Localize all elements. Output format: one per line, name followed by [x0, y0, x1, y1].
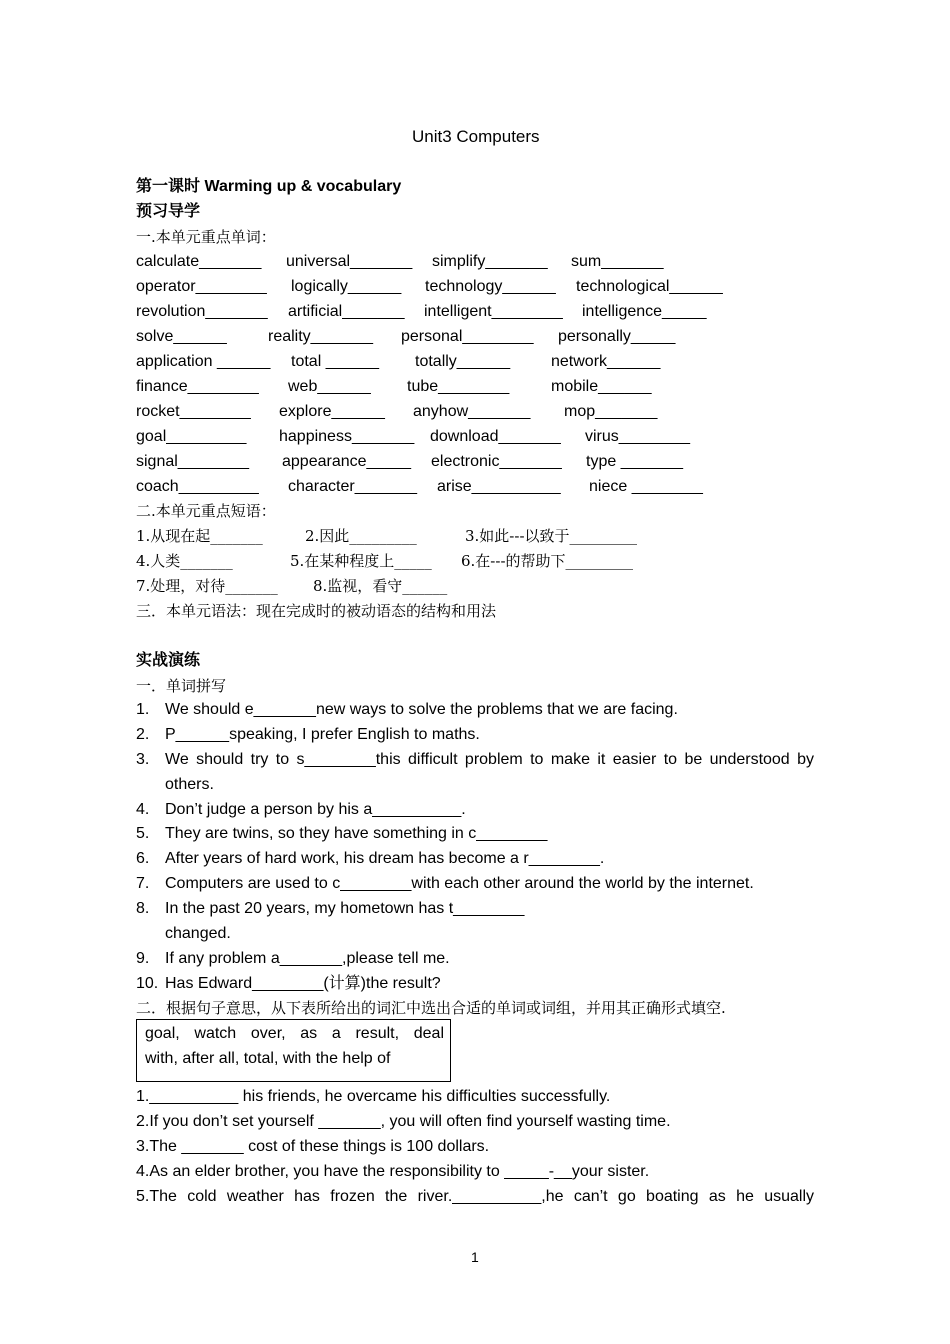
fill-item: 5.The cold weather has frozen the river.__________,he can’t go boating as he usually	[136, 1188, 814, 1205]
spelling-item-text: They are twins, so they have something in c________	[165, 825, 548, 842]
vocab-word: mop_______	[564, 403, 658, 420]
vocab-word: anyhow_______	[413, 403, 531, 420]
vocab-word: intelligent________	[424, 303, 563, 320]
vocab-word: total ______	[291, 353, 380, 370]
practice-heading: 实战演练	[136, 652, 201, 669]
vocab-word: simplify_______	[432, 253, 548, 270]
phrase-item: 5.在某种程度上_____	[290, 552, 432, 570]
vocab-word: application ______	[136, 353, 271, 370]
lesson-heading: 第一课时 Warming up & vocabulary	[136, 178, 402, 195]
fill-item: 4.As an elder brother, you have the responsibility to _____-__your sister.	[136, 1163, 650, 1180]
spelling-item-text: After years of hard work, his dream has become a r________.	[165, 850, 605, 867]
phrase-heading: 二.本单元重点短语：	[136, 502, 276, 520]
vocab-word: appearance_____	[282, 453, 412, 470]
vocab-word: personal________	[401, 328, 534, 345]
item-number: 7.	[136, 875, 150, 892]
spelling-item-continuation: changed.	[165, 925, 231, 942]
phrase-item: 4.人类_______	[136, 552, 233, 570]
vocab-word: calculate_______	[136, 253, 262, 270]
spelling-item-text: We should try to s________this difficult problem to make it easier to be understood by	[165, 751, 814, 768]
page-title: Unit3 Computers	[412, 127, 540, 146]
item-number: 8.	[136, 900, 150, 917]
item-number: 5.	[136, 825, 150, 842]
item-number: 9.	[136, 950, 150, 967]
page-number: 1	[471, 1249, 479, 1265]
spelling-item-text: Computers are used to c________with each other around the world by the internet.	[165, 875, 754, 892]
spelling-item-continuation: others.	[165, 776, 214, 793]
item-number: 2.	[136, 726, 150, 743]
fill-item: 3.The _______ cost of these things is 100 dollars.	[136, 1138, 490, 1155]
word-box	[136, 1019, 451, 1082]
vocab-word: web______	[288, 378, 371, 395]
phrase-item: 7.处理，对待_______	[136, 577, 278, 595]
vocab-word: technology______	[425, 278, 556, 295]
spelling-item-text: Has Edward________(计算)the result?	[165, 975, 441, 992]
phrase-item: 2.因此_________	[305, 527, 417, 545]
word-box-line: with, after all, total, with the help of	[145, 1050, 391, 1067]
vocab-word: universal_______	[286, 253, 413, 270]
preview-heading: 预习导学	[136, 203, 201, 220]
phrase-item: 3.如此---以致于_________	[465, 527, 638, 545]
vocab-word: intelligence_____	[582, 303, 707, 320]
vocab-word: operator________	[136, 278, 267, 295]
fill-item: 2.If you don’t set yourself _______, you will often find yourself wasting time.	[136, 1113, 671, 1130]
vocab-heading: 一.本单元重点单词：	[136, 228, 276, 246]
vocab-word: artificial_______	[288, 303, 405, 320]
vocab-word: goal_________	[136, 428, 247, 445]
vocab-word: finance________	[136, 378, 259, 395]
spelling-item-text: We should e_______new ways to solve the problems that we are facing.	[165, 701, 678, 718]
vocab-word: coach_________	[136, 478, 259, 495]
item-number: 10.	[136, 975, 159, 992]
spelling-item-text: P______speaking, I prefer English to maths.	[165, 726, 480, 743]
vocab-word: happiness_______	[279, 428, 415, 445]
vocab-word: reality_______	[268, 328, 373, 345]
vocab-word: logically______	[291, 278, 402, 295]
grammar-line: 三．本单元语法：现在完成时的被动语态的结构和用法	[136, 602, 497, 620]
phrase-item: 8.监视，看守______	[313, 577, 448, 595]
vocab-word: virus________	[585, 428, 690, 445]
vocab-word: tube________	[407, 378, 510, 395]
word-box-line: goal, watch over, as a result, deal	[145, 1025, 444, 1042]
vocab-word: type _______	[586, 453, 683, 470]
vocab-word: arise__________	[437, 478, 561, 495]
vocab-word: electronic_______	[431, 453, 562, 470]
spelling-heading: 一．单词拼写	[136, 677, 227, 695]
phrase-item: 1.从现在起_______	[136, 527, 263, 545]
vocab-word: sum_______	[571, 253, 664, 270]
fill-item: 1.__________ his friends, he overcame his difficulties successfully.	[136, 1088, 611, 1105]
vocab-word: niece ________	[589, 478, 703, 495]
vocab-word: technological______	[576, 278, 723, 295]
vocab-word: totally______	[415, 353, 511, 370]
vocab-word: mobile______	[551, 378, 652, 395]
spelling-item-text: In the past 20 years, my hometown has t________	[165, 900, 525, 917]
vocab-word: download_______	[430, 428, 561, 445]
vocab-word: explore______	[279, 403, 385, 420]
vocab-word: signal________	[136, 453, 249, 470]
fill-heading: 二．根据句子意思，从下表所给出的词汇中选出合适的单词或词组，并用其正确形式填空.	[136, 999, 726, 1017]
item-number: 4.	[136, 801, 150, 818]
phrase-item: 6.在---的帮助下_________	[461, 552, 634, 570]
vocab-word: rocket________	[136, 403, 251, 420]
spelling-item-text: If any problem a_______,please tell me.	[165, 950, 450, 967]
vocab-word: personally_____	[558, 328, 676, 345]
spelling-item-text: Don’t judge a person by his a__________.	[165, 801, 466, 818]
vocab-word: network______	[551, 353, 661, 370]
item-number: 6.	[136, 850, 150, 867]
item-number: 3.	[136, 751, 150, 768]
vocab-word: revolution_______	[136, 303, 268, 320]
item-number: 1.	[136, 701, 150, 718]
vocab-word: solve______	[136, 328, 227, 345]
vocab-word: character_______	[288, 478, 417, 495]
